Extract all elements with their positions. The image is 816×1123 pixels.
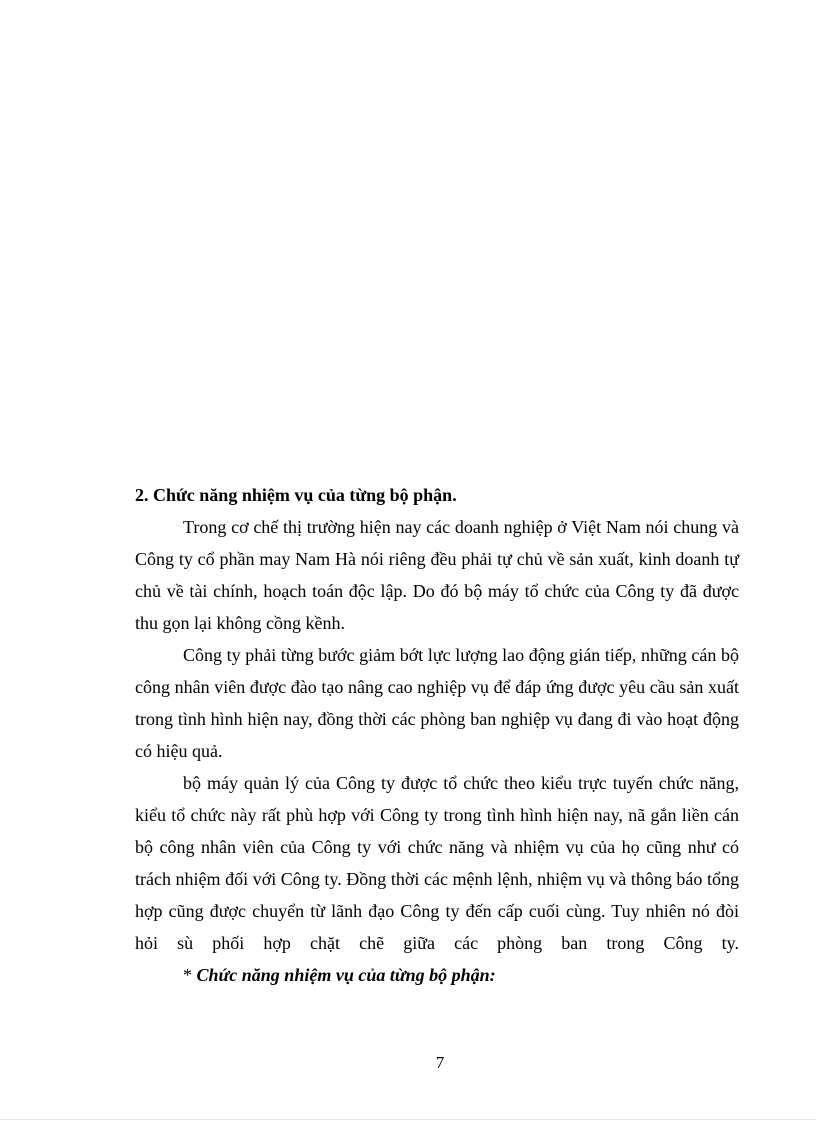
paragraph-1: Trong cơ chế thị trường hiện nay các doanh nghiệp ở Việt Nam nói chung và Công ty cổ phần may Nam Hà nói riêng đều phải tự chủ về sản xuất, kinh doanh tự chủ về tài chính, hoạch toán độc lập. Do đó bộ máy tổ chức của Công ty đã được thu gọn lại không cồng kềnh. xyxy=(135,517,739,633)
paragraph-3: bộ máy quản lý của Công ty được tổ chức theo kiểu trực tuyến chức năng, kiểu tổ chức này rất phù hợp với Công ty trong tình hình hiện nay, nã gắn liền cán bộ công nhân viên của Công ty với chức năng và nhiệm vụ của họ cũng như có trách nhiệm đối với Công ty. Đồng thời các mệnh lệnh, nhiệm vụ và thông báo tổng hợp cũng được chuyển từ lãnh đạo Công ty đến cấp cuối cùng. Tuy nhiên nó đòi hỏi sù phối hợp chặt chẽ giữa các phòng ban trong Công ty. xyxy=(135,773,739,953)
page-content xyxy=(135,479,739,991)
section-heading: 2. Chức năng nhiệm vụ của từng bộ phận. xyxy=(135,485,457,505)
sub-heading xyxy=(135,959,739,991)
sub-heading-text: Chức năng nhiệm vụ của từng bộ phận: xyxy=(196,965,496,985)
page-bottom-edge xyxy=(0,1119,816,1120)
sub-heading-bullet: * xyxy=(183,965,192,985)
page-number: 7 xyxy=(435,1053,445,1072)
paragraph-2: Công ty phải từng bước giảm bớt lực lượng lao động gián tiếp, những cán bộ công nhân viên được đào tạo nâng cao nghiệp vụ để đáp ứng được yêu cầu sản xuất trong tình hình hiện nay, đồng thời các phòng ban nghiệp vụ đang đi vào hoạt động có hiệu quả. xyxy=(135,645,739,761)
